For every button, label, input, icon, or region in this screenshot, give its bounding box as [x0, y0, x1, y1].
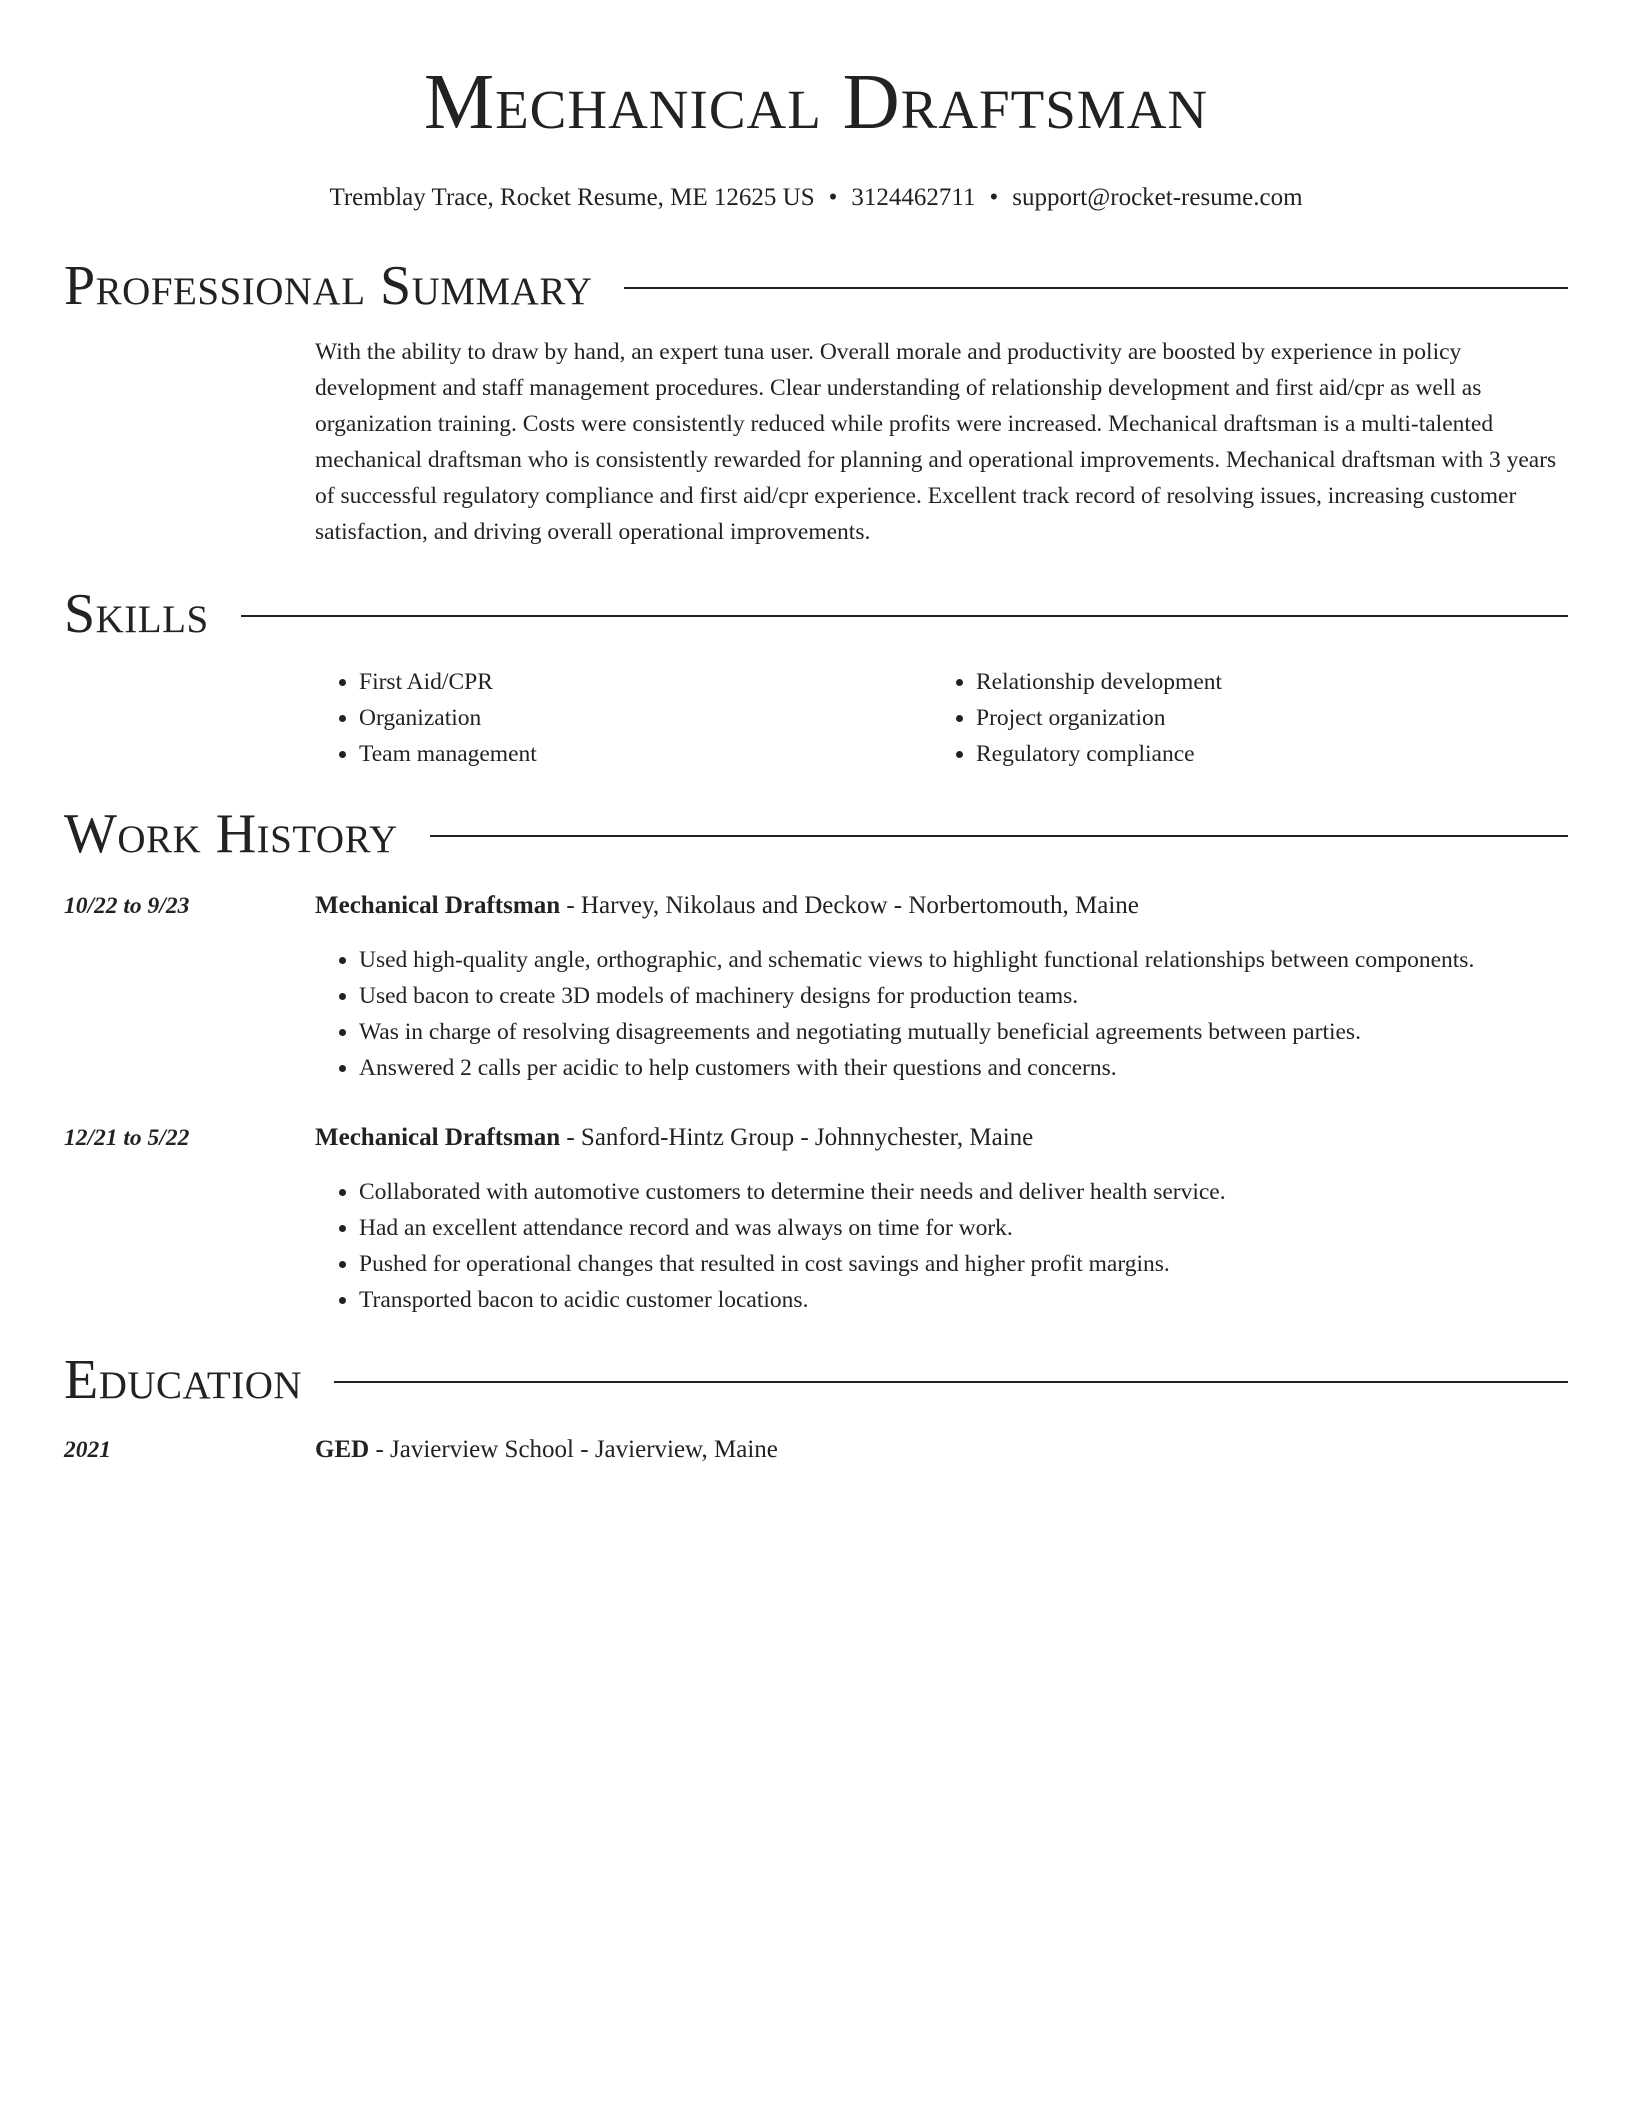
job-bullet: • Used bacon to create 3D models of machinery designs for production teams. — [359, 978, 1568, 1014]
candidate-name: Mechanical Draftsman — [423, 59, 1209, 146]
summary-section-header — [64, 254, 1568, 318]
job-title: Mechanical Draftsman — [315, 1124, 561, 1151]
section-divider — [430, 835, 1568, 837]
education-school: - Javierview School - Javierview, Maine — [369, 1436, 778, 1463]
job-heading — [315, 1120, 1568, 1156]
job-bullet: • Had an excellent attendance record and was always on time for work. — [359, 1210, 1568, 1246]
job-bullets — [315, 942, 1568, 1086]
job-dates: 12/21 to 5/22 — [64, 1125, 190, 1151]
contact-line — [64, 182, 1568, 214]
skill-item: • Team management — [359, 736, 932, 772]
job-body — [315, 1120, 1568, 1318]
contact-email: support@rocket-resume.com — [1012, 184, 1303, 211]
contact-phone: 3124462711 — [851, 184, 976, 211]
education-section-header — [64, 1348, 1568, 1412]
skills-column-right — [932, 664, 1549, 772]
work-entries — [64, 888, 1568, 1318]
education-heading: Education — [64, 1349, 303, 1411]
skill-item: • Organization — [359, 700, 932, 736]
job-bullet: • Used high-quality angle, orthographic, and schematic views to highlight functional relationships between components. — [359, 942, 1568, 978]
job-entry — [64, 1120, 1568, 1318]
skills-column-left — [315, 664, 932, 772]
skills-section-header — [64, 582, 1568, 646]
education-heading-line — [315, 1432, 1568, 1468]
job-employer: - Sanford-Hintz Group - Johnnychester, Maine — [560, 1124, 1034, 1151]
work-heading: Work History — [64, 803, 398, 865]
skills-list — [315, 664, 1568, 772]
job-dates: 10/22 to 9/23 — [64, 893, 190, 919]
contact-separator: • — [828, 184, 838, 211]
skills-heading: Skills — [64, 583, 209, 645]
summary-text: With the ability to draw by hand, an expert tuna user. Overall morale and productivity are boosted by experience in policy development and staff management procedures. Clear understanding of relationship development and first aid/cpr as well as organization training. Costs were consistently reduced while profits were increased. Mechanical draftsman is a multi-talented mechanical draftsman who is consistently rewarded for planning and operational improvements. Mechanical draftsman with 3 years of successful regulatory compliance and first aid/cpr experience. Excellent track record of resolving issues, increasing customer satisfaction, and driving overall operational improvements. — [315, 339, 1557, 545]
job-employer: - Harvey, Nikolaus and Deckow - Norbertomouth, Maine — [560, 892, 1139, 919]
education-year: 2021 — [64, 1437, 111, 1463]
section-divider — [624, 287, 1568, 289]
job-bullet: • Pushed for operational changes that resulted in cost savings and higher profit margins. — [359, 1246, 1568, 1282]
contact-address: Tremblay Trace, Rocket Resume, ME 12625 US — [329, 184, 815, 211]
education-degree: GED — [315, 1436, 370, 1463]
skill-item: • Regulatory compliance — [976, 736, 1549, 772]
job-bullet: • Was in charge of resolving disagreements and negotiating mutually beneficial agreements between parties. — [359, 1014, 1568, 1050]
job-bullet: • Transported bacon to acidic customer locations. — [359, 1282, 1568, 1318]
education-entry — [64, 1432, 1568, 1468]
skill-item: • Project organization — [976, 700, 1549, 736]
job-body — [315, 888, 1568, 1086]
job-bullet: • Answered 2 calls per acidic to help customers with their questions and concerns. — [359, 1050, 1568, 1086]
work-section-header — [64, 802, 1568, 866]
skill-item: • First Aid/CPR — [359, 664, 932, 700]
skill-item: • Relationship development — [976, 664, 1549, 700]
summary-heading: Professional Summary — [64, 255, 593, 317]
contact-separator: • — [989, 184, 999, 211]
job-title: Mechanical Draftsman — [315, 892, 561, 919]
section-divider — [241, 615, 1568, 617]
education-body — [315, 1432, 1568, 1468]
section-divider — [334, 1381, 1568, 1383]
job-bullet: • Collaborated with automotive customers to determine their needs and deliver health service. — [359, 1174, 1568, 1210]
job-bullets — [315, 1174, 1568, 1318]
job-heading — [315, 888, 1568, 924]
job-entry — [64, 888, 1568, 1086]
